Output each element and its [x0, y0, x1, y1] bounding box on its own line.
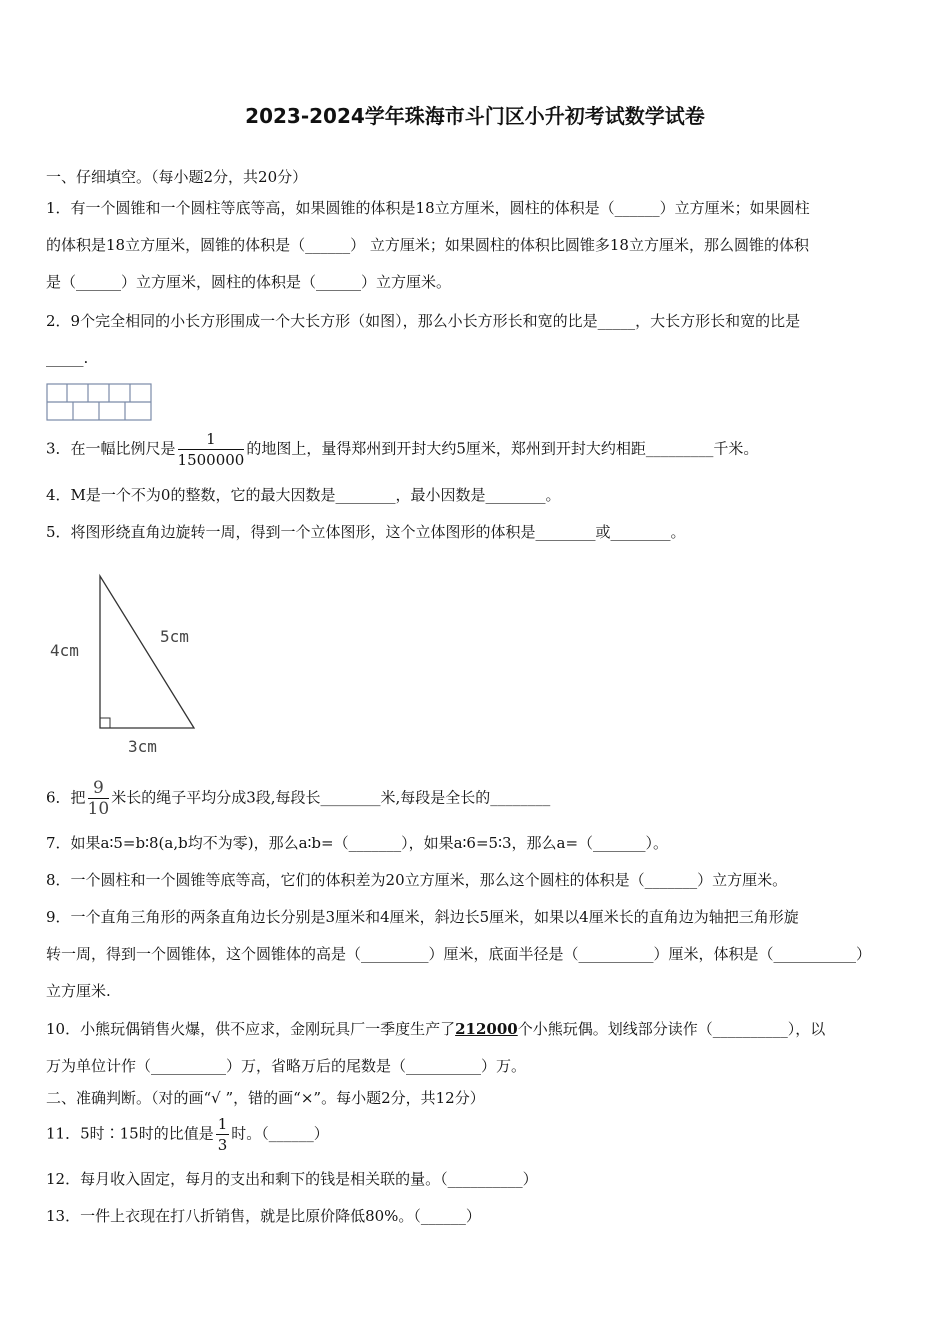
q6-frac-num: 9	[88, 778, 110, 799]
q10-line-2: 万为单位计作（__________）万，省略万后的尾数是（__________）万。	[46, 1057, 527, 1075]
q6-line	[46, 778, 906, 819]
triangle-hypotenuse-label: 5cm	[160, 627, 189, 646]
right-triangle-figure	[46, 570, 226, 760]
q9-line-3: 立方厘米.	[46, 982, 111, 1000]
section-1-heading: 一、仔细填空。（每小题2分，共20分）	[46, 168, 308, 186]
q8-line: 8．一个圆柱和一个圆锥等底等高，它们的体积差为20立方厘米，那么这个圆柱的体积是（_______）立方厘米。	[46, 871, 788, 889]
q5-line: 5．将图形绕直角边旋转一周，得到一个立体图形，这个立体图形的体积是________或________。	[46, 523, 686, 541]
q1-line-2: 的体积是18立方厘米，圆锥的体积是（______） 立方厘米；如果圆柱的体积比圆锥多18立方厘米，那么圆锥的体积	[46, 236, 809, 254]
q4-line: 4．M是一个不为0的整数，它的最大因数是________，最小因数是________。	[46, 486, 561, 504]
q3-frac-den: 1500000	[177, 451, 245, 469]
triangle-bottom-label: 3cm	[128, 737, 157, 756]
q3-line	[46, 429, 906, 470]
q6-frac-den: 10	[87, 799, 110, 819]
q1-line-1: 1．有一个圆锥和一个圆柱等底等高，如果圆锥的体积是18立方厘米，圆柱的体积是（______）立方厘米；如果圆柱	[46, 199, 810, 217]
q3-pre: 3．在一幅比例尺是	[46, 439, 176, 458]
q6-post: 米长的绳子平均分成3段,每段长________米,每段是全长的________	[111, 788, 551, 807]
section-2-heading: 二、准确判断。（对的画“√ ”，错的画“×”。每小题2分，共12分）	[46, 1089, 485, 1107]
q2-line-2: _____.	[46, 349, 89, 367]
q9-line-2: 转一周，得到一个圆锥体，这个圆锥体的高是（_________）厘米，底面半径是（__________）厘米，体积是（___________）	[46, 945, 872, 963]
q10-post: 个小熊玩偶。划线部分读作（__________），以	[517, 1020, 826, 1038]
triangle-left-label: 4cm	[50, 641, 79, 660]
q3-scale-fraction	[178, 429, 245, 470]
q6-fraction	[88, 778, 110, 819]
q10-pre: 10．小熊玩偶销售火爆，供不应求，金刚玩具厂一季度生产了	[46, 1020, 456, 1038]
q12-line: 12．每月收入固定，每月的支出和剩下的钱是相关联的量。（__________）	[46, 1170, 538, 1188]
q3-post: 的地图上，量得郑州到开封大约5厘米，郑州到开封大约相距_________千米。	[246, 439, 759, 458]
q10-line-1	[46, 1018, 906, 1040]
q1-line-3: 是（______）立方厘米，圆柱的体积是（______）立方厘米。	[46, 273, 452, 291]
q6-pre: 6．把	[46, 788, 86, 807]
q11-fraction	[216, 1114, 230, 1155]
q11-line	[46, 1114, 906, 1155]
q7-line: 7．如果a∶5=b∶8(a,b均不为零)，那么a∶b=（_______），如果a∶6=5∶3，那么a=（_______）。	[46, 834, 669, 852]
q10-underlined-number: 212000	[455, 1020, 518, 1038]
q11-frac-num: 1	[217, 1115, 228, 1133]
q9-line-1: 9．一个直角三角形的两条直角边长分别是3厘米和4厘米，斜边长5厘米，如果以4厘米长的直角边为轴把三角形旋	[46, 908, 799, 926]
page-title: 2023-2024学年珠海市斗门区小升初考试数学试卷	[245, 104, 705, 128]
q11-pre: 11．5时∶15时的比值是	[46, 1124, 214, 1143]
q2-line-1: 2．9个完全相同的小长方形围成一个大长方形（如图），那么小长方形长和宽的比是_____，大长方形长和宽的比是	[46, 312, 801, 330]
q13-line: 13．一件上衣现在打八折销售，就是比原价降低80%。（______）	[46, 1207, 481, 1225]
q3-frac-num: 1	[178, 429, 245, 450]
q11-frac-den: 3	[217, 1136, 228, 1154]
q11-post: 时。（______）	[231, 1124, 329, 1143]
rectangle-grid-figure	[46, 383, 156, 423]
